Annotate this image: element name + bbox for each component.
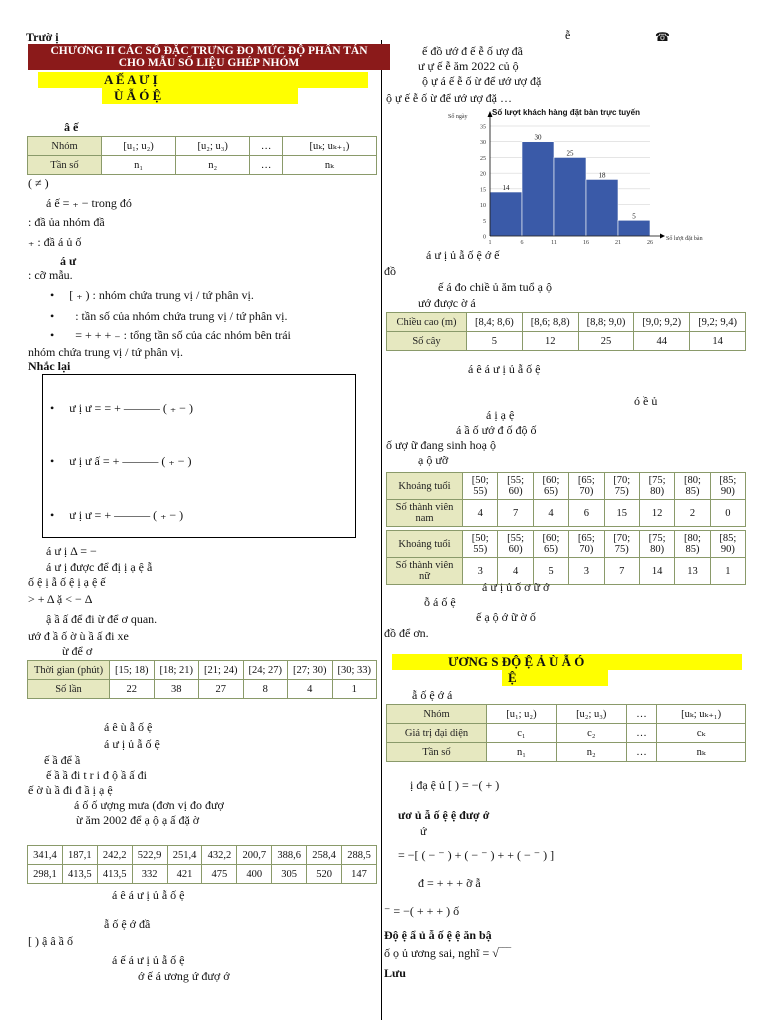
table-cell: c₂ xyxy=(556,724,626,743)
table-row xyxy=(28,680,377,699)
text-line: [ ) ậ â ầ ố xyxy=(28,934,73,948)
text-line xyxy=(384,928,492,942)
table-cell: 22 xyxy=(110,680,155,699)
table-cell: 3 xyxy=(463,558,498,585)
table-cell: 413,5 xyxy=(97,865,132,884)
text-line: nhóm chứa trung vị / tứ phân vị. xyxy=(28,345,183,359)
table-cell: Số thành viên nam xyxy=(387,500,463,527)
table-cell: 388,6 xyxy=(272,846,307,865)
histogram-bar xyxy=(522,142,554,236)
table-cell: nₖ xyxy=(657,743,746,762)
table-cell: [uₖ; uₖ₊₁) xyxy=(657,705,746,724)
time-table xyxy=(27,660,377,699)
table-cell: 14 xyxy=(690,332,746,351)
table-cell: [50; 55) xyxy=(463,473,498,500)
text-line: á ư xyxy=(60,254,77,268)
table-cell: 12 xyxy=(522,332,578,351)
text-line: ạ ộ ưỡ xyxy=(418,453,449,467)
table-cell: [50; 55) xyxy=(463,531,498,558)
table-cell: nₖ xyxy=(282,156,376,175)
table-cell: … xyxy=(626,743,657,762)
table-cell: Khoảng tuổi xyxy=(387,531,463,558)
table-cell: 2 xyxy=(675,500,710,527)
column-divider xyxy=(381,40,382,1020)
table-cell: [80; 85) xyxy=(675,473,710,500)
bar-value-label: 5 xyxy=(632,212,636,221)
table-cell: [24; 27) xyxy=(243,661,288,680)
text-line: ế ầ để ầ xyxy=(44,753,81,767)
table-cell: 25 xyxy=(578,332,634,351)
formula-median: • ư ị ư = = + ——— ( ₊ − ) xyxy=(50,401,193,415)
y-axis-label: Số ngày xyxy=(448,114,468,120)
text-line: đồ để ơn. xyxy=(384,626,429,640)
text-line: á ê á ư ị ủ ẫ ố ệ xyxy=(468,362,541,376)
formula-text: ư ị ư = + ——— ( ₊ − ) xyxy=(69,508,184,522)
bold-text: Độ ệ ẩ ủ ẫ ố ệ ệ ăn bậ xyxy=(384,928,492,942)
representative-table xyxy=(386,704,746,762)
table-cell: [u₁; u₂) xyxy=(102,137,176,156)
text-line: ừ để ơ xyxy=(62,644,93,658)
table-cell: n₁ xyxy=(487,743,557,762)
table-cell: [27; 30) xyxy=(288,661,333,680)
table-cell: [70; 75) xyxy=(604,473,639,500)
y-tick-label: 0 xyxy=(483,234,486,241)
table-row xyxy=(387,531,746,558)
bullet-item: • [ ₊ ) : nhóm chứa trung vị / tứ phân vị. xyxy=(50,288,254,302)
table-cell: 298,1 xyxy=(28,865,63,884)
section-heading: Nhắc lại xyxy=(28,359,71,373)
text-line: ư ự ế ễ ăm 2022 củ ộ xyxy=(418,59,519,73)
table-cell: 413,5 xyxy=(62,865,97,884)
table-cell: Chiều cao (m) xyxy=(387,313,467,332)
table-cell: 4 xyxy=(498,558,533,585)
table-cell: 187,1 xyxy=(62,846,97,865)
section-banner2-line1: ƯƠNG S ĐỘ Ệ Ả Ù Ẫ Ó xyxy=(392,654,742,670)
grouped-table xyxy=(27,136,377,175)
text-line: ế ờ ù ầ đi đ ầ ị ạ ệ xyxy=(28,783,113,797)
table-cell: 4 xyxy=(533,500,568,527)
table-cell: … xyxy=(626,724,657,743)
table-cell: Thời gian (phút) xyxy=(28,661,110,680)
text-line: á ố ố ượng mưa (đơn vị đo đượ xyxy=(74,798,224,812)
x-tick-label: 1 xyxy=(488,240,492,246)
section-banner2-line2: Ệ xyxy=(502,670,608,686)
table-row xyxy=(28,865,377,884)
text-line: á ư ị ủ ố ơ ữ ớ xyxy=(482,580,550,594)
table-cell: [80; 85) xyxy=(675,531,710,558)
x-tick-label: 26 xyxy=(647,240,653,246)
text-line: á ư ị ủ ẫ ố ệ xyxy=(104,737,160,751)
table-cell: [15; 18) xyxy=(110,661,155,680)
x-tick-label: 6 xyxy=(520,240,524,246)
section-banner-line2: Ù Ẫ Ó Ệ xyxy=(102,88,298,104)
table-cell: [9,0; 9,2) xyxy=(634,313,690,332)
table-cell: 4 xyxy=(288,680,333,699)
formula-text: ư ị ư = = + ——— ( ₊ − ) xyxy=(69,401,193,415)
female-age-table xyxy=(386,530,746,585)
table-cell: 251,4 xyxy=(167,846,202,865)
chapter-title: CHƯƠNG II CÁC SỐ ĐẶC TRƯNG ĐO MỨC ĐỘ PHÂN TÁN xyxy=(50,45,368,57)
text-line: ố ượ ữ đang sinh hoạ ộ xyxy=(386,438,497,452)
text-line: đ = + + + ỡ ẫ xyxy=(418,876,481,890)
tree-height-table xyxy=(386,312,746,351)
bar-value-label: 18 xyxy=(598,171,606,180)
table-row xyxy=(28,137,377,156)
text-line: ị đạ ệ ủ [ ) = −( + ) xyxy=(410,778,500,792)
table-cell: n₂ xyxy=(176,156,250,175)
text-line: ướ được ờ á xyxy=(418,296,476,310)
table-cell: 475 xyxy=(202,865,237,884)
table-cell: 7 xyxy=(604,558,639,585)
text-line: ẫ ố ệ ớ á xyxy=(412,688,453,702)
table-cell: Nhóm xyxy=(387,705,487,724)
table-cell: 8 xyxy=(243,680,288,699)
table-cell: 1 xyxy=(332,680,377,699)
formula-mean: ⁻ = −( + + + ) ố xyxy=(384,904,460,918)
table-row xyxy=(28,846,377,865)
section-banner-line1: A Ế A Ư Ị xyxy=(38,72,368,88)
table-cell: 432,2 xyxy=(202,846,237,865)
text-line: á ế = ₊ − trong đó xyxy=(46,196,132,210)
text-line: ừ ăm 2002 để ạ ộ ạ ấ đặ ờ xyxy=(76,813,200,827)
x-tick-label: 16 xyxy=(583,240,589,246)
table-cell: Giá trị đại diện xyxy=(387,724,487,743)
text-line: á ị ạ ệ xyxy=(486,408,515,422)
table-cell: 1 xyxy=(710,558,745,585)
table-cell: 242,2 xyxy=(97,846,132,865)
table-cell: 341,4 xyxy=(28,846,63,865)
table-row xyxy=(28,156,377,175)
text-line: ế ầ ầ đi t r i đ ộ ầ ấ đi xyxy=(46,768,147,782)
table-cell: 15 xyxy=(604,500,639,527)
y-tick-label: 25 xyxy=(480,155,486,162)
histogram-bar xyxy=(554,157,586,236)
table-row xyxy=(387,724,746,743)
y-tick-label: 30 xyxy=(480,140,486,147)
x-tick-label: 11 xyxy=(551,240,557,246)
table-cell: [55; 60) xyxy=(498,473,533,500)
rainfall-table xyxy=(27,845,377,884)
histogram-bar xyxy=(618,220,650,236)
bullet-text: : tần số của nhóm chứa trung vị / tứ phân vị. xyxy=(75,309,288,323)
chapter-heading xyxy=(28,44,390,70)
table-row xyxy=(387,743,746,762)
bar-value-label: 14 xyxy=(502,184,510,192)
table-cell: 305 xyxy=(272,865,307,884)
table-cell: [65; 70) xyxy=(569,473,604,500)
table-cell: 12 xyxy=(639,500,674,527)
table-row xyxy=(387,500,746,527)
table-cell: Số thành viên nữ xyxy=(387,558,463,585)
table-cell: 332 xyxy=(132,865,167,884)
histogram-chart xyxy=(440,108,730,258)
histogram-bar xyxy=(490,192,522,236)
table-cell: 200,7 xyxy=(237,846,272,865)
text-line: : cỡ mẫu. xyxy=(28,268,73,282)
table-row xyxy=(387,473,746,500)
x-tick-label: 21 xyxy=(615,240,621,246)
text-line: â ế xyxy=(64,120,79,134)
table-cell: 13 xyxy=(675,558,710,585)
table-cell: [8,4; 8,6) xyxy=(467,313,523,332)
table-cell: cₖ xyxy=(657,724,746,743)
table-cell: Số lần xyxy=(28,680,110,699)
table-cell: Số cây xyxy=(387,332,467,351)
y-tick-label: 35 xyxy=(480,124,486,131)
school-name: Trườ ị xyxy=(26,30,59,44)
table-cell: [u₂; u₃) xyxy=(176,137,250,156)
table-cell: … xyxy=(250,156,283,175)
text-line: á ê ù ẫ ố ệ xyxy=(104,720,153,734)
table-cell: 4 xyxy=(463,500,498,527)
text-line: ( ≠ ) xyxy=(28,176,49,190)
y-tick-label: 15 xyxy=(480,187,486,194)
text-line: ố ệ ị ẫ ố ệ ị ạ ệ ế xyxy=(28,575,106,589)
text-line: á ế á ư ị ủ ẫ ố ệ xyxy=(112,953,185,967)
text-line: ỗ á ố ệ xyxy=(424,595,456,609)
text-line: ậ ầ ấ để đi ừ để ơ quan. xyxy=(46,612,158,626)
y-tick-label: 10 xyxy=(480,203,486,210)
x-axis-arrow xyxy=(660,234,665,239)
text-line: : đầ ủa nhóm đầ xyxy=(28,215,105,229)
formula-variance: = −[ ( − ⁻ ) + ( − ⁻ ) + + ( − ⁻ ) ] xyxy=(398,848,555,862)
table-cell: [8,8; 9,0) xyxy=(578,313,634,332)
text-line xyxy=(398,808,489,822)
chart-title: Số lượt khách hàng đặt bàn trực tuyến xyxy=(492,108,640,117)
text-line: ế á đo chiề ủ ăm tuổ ạ ộ xyxy=(438,280,552,294)
text-line: ớ ế á ương ứ đượ ớ xyxy=(138,969,230,983)
text-line: á ư ị Δ = − xyxy=(46,544,97,558)
table-cell: n₁ xyxy=(102,156,176,175)
text-line: ế ạ ộ ớ ữ ờ ố xyxy=(476,610,536,624)
table-cell: [75; 80) xyxy=(639,473,674,500)
table-cell: [8,6; 8,8) xyxy=(522,313,578,332)
text-line: ế đồ ướ đ ế ễ ố ượ đã xyxy=(422,44,524,58)
table-cell: [85; 90) xyxy=(710,531,745,558)
formula-text: ư ị ư ấ = + ——— ( ₊ − ) xyxy=(69,454,192,468)
bullet-item: • : tần số của nhóm chứa trung vị / tứ phân vị. xyxy=(50,309,288,323)
text-line: ố ọ ủ ương sai, nghĩ = √‾‾‾ xyxy=(384,946,511,960)
table-cell: [55; 60) xyxy=(498,531,533,558)
bar-value-label: 25 xyxy=(566,149,574,158)
chapter-subtitle: CHO MẪU SỐ LIỆU GHÉP NHÓM xyxy=(118,57,300,69)
histogram-bar xyxy=(586,179,618,236)
table-row xyxy=(387,558,746,585)
table-cell: 5 xyxy=(467,332,523,351)
text-line: á ầ ố ướ đ ố độ ố xyxy=(456,423,537,437)
text-line: ộ ự ế ễ ố ừ để ướ ượ đặ … xyxy=(386,91,513,105)
table-cell: 288,5 xyxy=(342,846,377,865)
table-cell: [65; 70) xyxy=(569,531,604,558)
table-cell: [70; 75) xyxy=(604,531,639,558)
text-line: đồ xyxy=(384,264,396,278)
text-line: ₊ : đầ á ủ ố xyxy=(28,235,82,249)
table-cell: 522,9 xyxy=(132,846,167,865)
table-cell: 38 xyxy=(154,680,199,699)
table-cell: 3 xyxy=(569,558,604,585)
formula-q3: • ư ị ư = + ——— ( ₊ − ) xyxy=(50,508,184,522)
table-row xyxy=(28,661,377,680)
table-cell: … xyxy=(250,137,283,156)
bold-text: ươ ủ ẫ ố ệ ệ đượ ớ xyxy=(398,808,490,822)
text-line: á ê á ư ị ủ ẫ ố ệ xyxy=(112,888,185,902)
table-cell: c₁ xyxy=(487,724,557,743)
text-line: ễ xyxy=(565,28,571,42)
table-cell: Khoảng tuổi xyxy=(387,473,463,500)
bullet-text: [ ₊ ) : nhóm chứa trung vị / tứ phân vị. xyxy=(69,288,254,302)
text-line: á ư ị được để đị ị ạ ệ ẫ xyxy=(46,560,153,574)
table-cell: Tần số xyxy=(387,743,487,762)
table-cell: 5 xyxy=(533,558,568,585)
table-row xyxy=(387,332,746,351)
phone-icon: ☎ xyxy=(655,30,670,44)
table-row xyxy=(387,705,746,724)
table-cell: 44 xyxy=(634,332,690,351)
table-cell: 147 xyxy=(342,865,377,884)
table-cell: 14 xyxy=(639,558,674,585)
table-cell: [u₁; u₂) xyxy=(487,705,557,724)
table-cell: [60; 65) xyxy=(533,473,568,500)
y-tick-label: 20 xyxy=(480,171,486,178)
text-line: á ư ị ủ ẫ ố ệ ớ ế xyxy=(426,248,500,262)
table-cell: [30; 33) xyxy=(332,661,377,680)
table-cell: [9,2; 9,4) xyxy=(690,313,746,332)
table-cell: [85; 90) xyxy=(710,473,745,500)
y-tick-label: 5 xyxy=(483,218,486,225)
text-line: ộ ự á ế ễ ố ừ để ướ ượ đặ xyxy=(422,74,542,88)
table-cell: 258,4 xyxy=(307,846,342,865)
table-cell: [18; 21) xyxy=(154,661,199,680)
male-age-table xyxy=(386,472,746,527)
text-line: ướ đ ầ ố ờ ù ầ ấ đi xe xyxy=(28,629,129,643)
section-heading: Lưu xyxy=(384,966,406,980)
table-cell: 7 xyxy=(498,500,533,527)
table-cell: [60; 65) xyxy=(533,531,568,558)
y-axis-arrow xyxy=(488,111,493,117)
table-cell: 421 xyxy=(167,865,202,884)
table-cell: 400 xyxy=(237,865,272,884)
bullet-text: = + + + ₋ : tổng tần số của các nhóm bên trái xyxy=(75,328,291,342)
table-cell: … xyxy=(626,705,657,724)
text-line: ứ xyxy=(420,824,427,838)
table-row xyxy=(387,313,746,332)
bar-value-label: 30 xyxy=(534,133,542,142)
x-axis-label: Số lượt đặt bàn xyxy=(666,236,703,242)
table-cell: Tần số xyxy=(28,156,102,175)
table-cell: [uₖ; uₖ₊₁) xyxy=(282,137,376,156)
table-cell: [u₂; u₃) xyxy=(556,705,626,724)
text-line: ẫ ố ệ ớ đầ xyxy=(104,917,151,931)
table-cell: Nhóm xyxy=(28,137,102,156)
text-line: > + Δ ặ < − Δ xyxy=(28,592,93,606)
formula-q1: • ư ị ư ấ = + ——— ( ₊ − ) xyxy=(50,454,192,468)
table-cell: 27 xyxy=(199,680,244,699)
table-cell: 520 xyxy=(307,865,342,884)
text-line: ó ề ủ xyxy=(634,394,658,408)
table-cell: 6 xyxy=(569,500,604,527)
table-cell: [21; 24) xyxy=(199,661,244,680)
bullet-item: • = + + + ₋ : tổng tần số của các nhóm bên trái xyxy=(50,328,291,342)
table-cell: [75; 80) xyxy=(639,531,674,558)
table-cell: 0 xyxy=(710,500,745,527)
table-cell: n₂ xyxy=(556,743,626,762)
